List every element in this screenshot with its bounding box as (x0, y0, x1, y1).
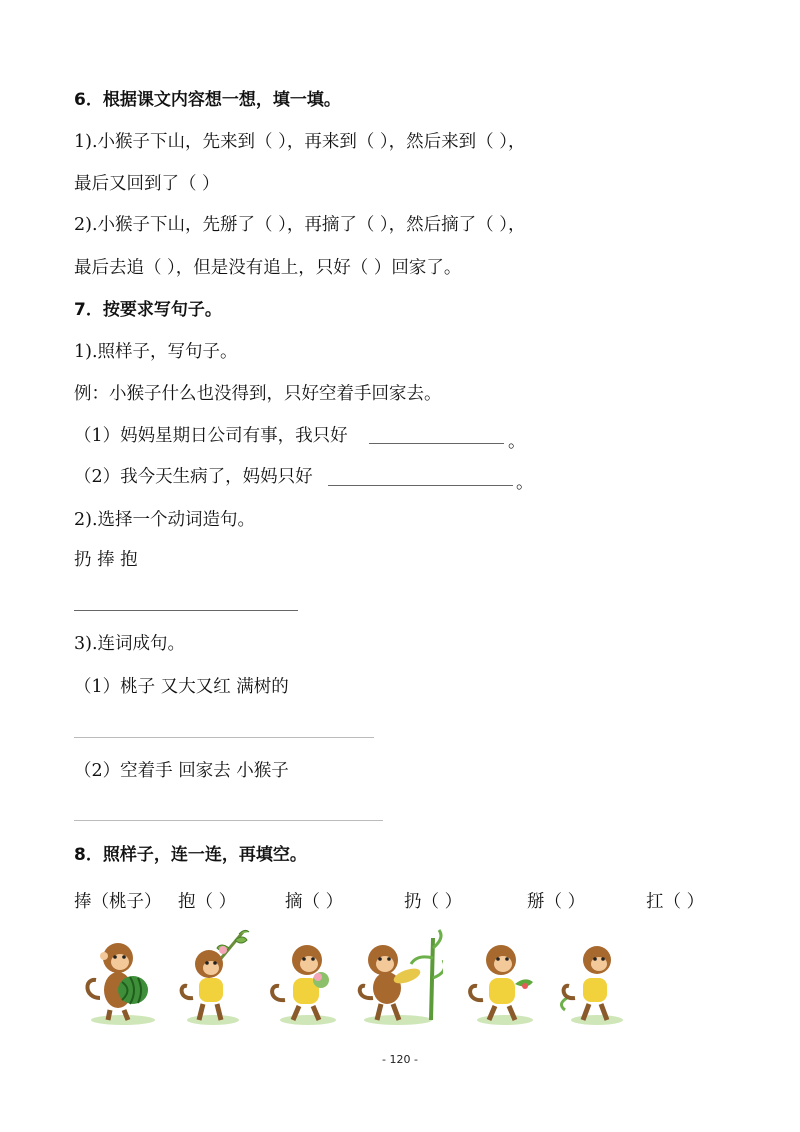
answer-line-7-3-1[interactable] (74, 737, 374, 738)
q8-item-6: 扛（ ） (646, 892, 705, 912)
question-6-title: 6．根据课文内容想一想，填一填。 (74, 90, 341, 110)
question-7-item-2-end: 。 (516, 473, 534, 493)
question-7-part-3-title: 3).连词成句。 (74, 634, 186, 654)
monkey-walking-icon[interactable] (553, 928, 643, 1028)
question-7-item-1-text: （1）妈妈星期日公司有事，我只好 (74, 426, 348, 446)
question-7-example: 例：小猴子什么也没得到，只好空着手回家去。 (74, 384, 442, 404)
question-7-part-1-title: 1).照样子，写句子。 (74, 342, 238, 362)
answer-line-7-2[interactable] (328, 485, 513, 486)
question-8-title: 8．照样子，连一连，再填空。 (74, 845, 307, 865)
question-6-line-1-continued: 最后又回到了（ ） (74, 174, 220, 194)
question-7-item-1-end: 。 (508, 432, 526, 452)
page-number: - 120 - (382, 1053, 418, 1066)
answer-line-7-1[interactable] (369, 443, 504, 444)
question-7-part-2-title: 2).选择一个动词造句。 (74, 510, 256, 530)
question-7-item-1 (74, 428, 348, 446)
answer-line-7-sentence[interactable] (74, 610, 298, 611)
q8-item-3: 摘（ ） (285, 892, 344, 912)
q8-item-2: 抱（ ） (178, 892, 237, 912)
q8-item-1: 捧（桃子） (74, 892, 162, 912)
question-6-line-2-continued: 最后去追（ ），但是没有追上，只好（ ）回家了。 (74, 258, 462, 278)
answer-line-7-3-2[interactable] (74, 820, 383, 821)
q8-item-5: 掰（ ） (527, 892, 586, 912)
question-6-line-1: 1).小猴子下山，先来到（ ），再来到（ ），然后来到（ ）， (74, 132, 526, 152)
monkey-picking-fruit-icon[interactable] (463, 928, 553, 1028)
q8-item-4: 扔（ ） (404, 892, 463, 912)
monkey-illustrations (78, 928, 638, 1028)
question-6-line-2: 2).小猴子下山，先掰了（ ），再摘了（ ），然后摘了（ ）， (74, 215, 526, 235)
question-7-part-3-item-2: （2）空着手 回家去 小猴子 (74, 761, 289, 781)
question-7-item-2 (74, 469, 313, 487)
question-7-verbs: 扔 捧 抱 (74, 550, 138, 570)
monkey-carrying-branch-icon[interactable] (173, 928, 263, 1028)
monkey-holding-peach-icon[interactable] (263, 928, 353, 1028)
question-7-title: 7．按要求写句子。 (74, 300, 222, 320)
monkey-carrying-corn-icon[interactable] (353, 928, 443, 1028)
question-7-part-3-item-1: （1）桃子 又大又红 满树的 (74, 677, 289, 697)
monkey-holding-watermelon-icon[interactable] (78, 928, 168, 1028)
question-7-item-2-text: （2）我今天生病了，妈妈只好 (74, 467, 313, 487)
